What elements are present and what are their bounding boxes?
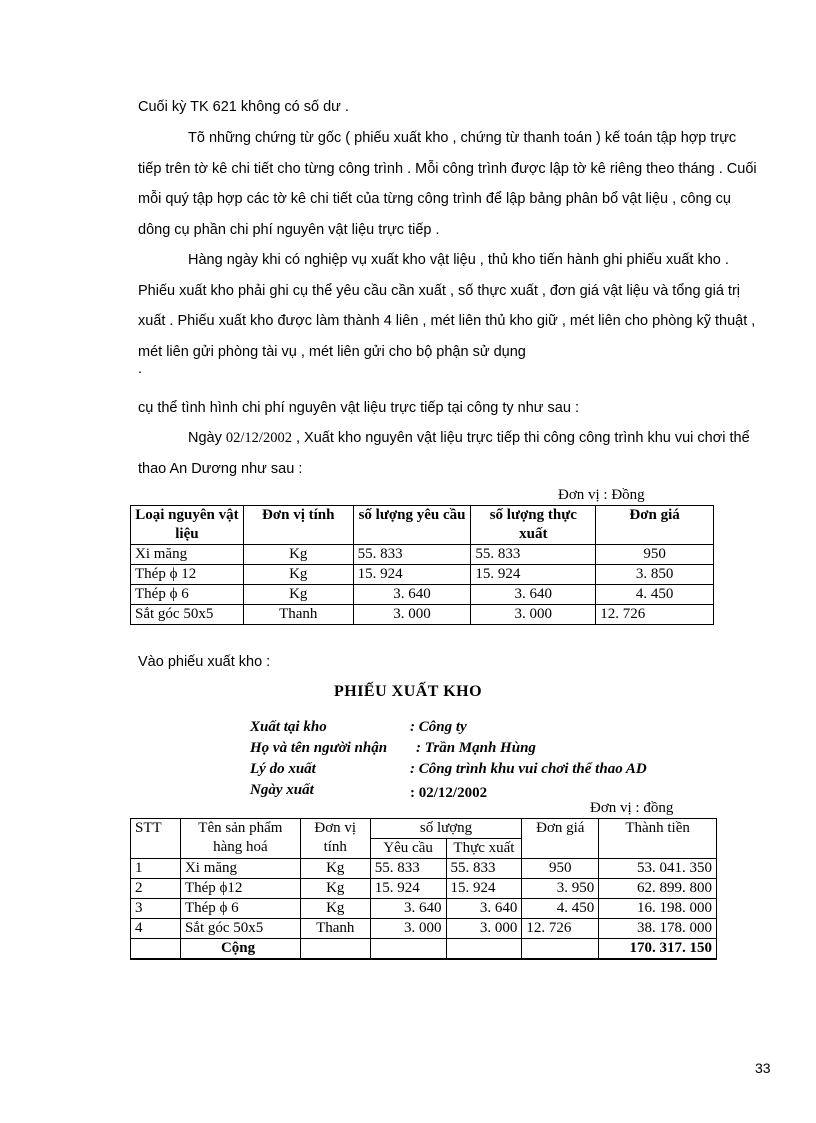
table-row <box>131 859 717 879</box>
page-number: 33 <box>755 1060 771 1076</box>
cell: 62. 899. 800 <box>599 879 717 899</box>
table-row <box>131 879 717 899</box>
cell: 4 <box>131 919 181 939</box>
cell <box>446 939 522 960</box>
cell: 3. 640 <box>446 899 522 919</box>
field-value: : Công ty <box>410 719 467 735</box>
field-value: : Trần Mạnh Hùng <box>416 740 536 756</box>
cell: 3. 000 <box>446 919 522 939</box>
cell: Thép ϕ 6 <box>180 899 300 919</box>
t2-header-stt: STT <box>131 819 181 859</box>
cell: 3. 000 <box>353 605 471 625</box>
material-table <box>130 505 714 625</box>
t2-header-price: Đơn giá <box>522 819 599 859</box>
paragraph-6: Vào phiếu xuất kho : <box>138 654 271 670</box>
table-row <box>131 585 714 605</box>
paragraph-5 <box>138 423 758 484</box>
cell: 12. 726 <box>596 605 714 625</box>
cell: 3 <box>131 899 181 919</box>
cell: Kg <box>300 899 370 919</box>
cell: 3. 000 <box>471 605 596 625</box>
t1-header-material: Loại nguyên vật liệu <box>131 506 244 545</box>
total-row <box>131 939 717 960</box>
field-label: Họ và tên người nhận <box>250 740 388 756</box>
cell: Kg <box>300 859 370 879</box>
paragraph-4: cụ thể tình hình chi phí nguyên vật liệu trực tiếp tại công ty như sau : <box>138 400 579 416</box>
table-row <box>131 605 714 625</box>
paragraph-3: Hàng ngày khi có nghiệp vụ xuất kho vật liệu , thủ kho tiến hành ghi phiếu xuất kho . Phiếu xuất kho phải ghi cụ thể yêu cầu cần xuất , số thực xuất , đơn giá vật liệu và tổng giá trị xuất . Phiếu xuất kho được làm thành 4 liên , mét liên thủ kho giữ , mét liên cho phòng kỹ thuật , mét liên gửi phòng tài vụ , mét liên gửi cho bộ phận sử dụng <box>138 252 756 360</box>
cell: 3. 850 <box>596 565 714 585</box>
cell: 55. 833 <box>471 545 596 565</box>
field-label: Lý do xuất <box>250 761 316 777</box>
field-label: Xuất tại kho <box>250 719 327 735</box>
cell: Sắt góc 50x5 <box>180 919 300 939</box>
table-row <box>131 565 714 585</box>
cell: 4. 450 <box>522 899 599 919</box>
cell: Kg <box>243 565 353 585</box>
cell <box>300 939 370 960</box>
cell: 950 <box>596 545 714 565</box>
cell: 2 <box>131 879 181 899</box>
cell: 53. 041. 350 <box>599 859 717 879</box>
field-value: : Công trình khu vui chơi thể thao AD <box>410 761 647 777</box>
cell: 950 <box>522 859 599 879</box>
t2-header-name: Tên sản phẩm hàng hoá <box>180 819 300 859</box>
total-value: 170. 317. 150 <box>599 939 717 960</box>
t2-header-qty-act: Thực xuất <box>446 839 522 859</box>
cell: 1 <box>131 859 181 879</box>
cell: 15. 924 <box>370 879 446 899</box>
cell: Thép ϕ 6 <box>131 585 244 605</box>
t2-header-total: Thành tiền <box>599 819 717 859</box>
cell <box>131 939 181 960</box>
paragraph-2: Tõ những chứng từ gốc ( phiếu xuất kho , chứng từ thanh toán ) kế toán tập hợp trực tiếp trên tờ kê chi tiết cho từng công trình . Mỗi công trình được lập tờ kê riêng theo tháng . Cuối mỗi quý tập hợp các tờ kê chi tiết của từng công trình để lập bảng phân bổ vật liệu , công cụ dông cụ phần chi phí nguyên vật liệu trực tiếp . <box>138 130 757 238</box>
table-row <box>131 545 714 565</box>
paragraph-5-rest: , Xuất kho nguyên vật liệu trực tiếp thi công công trình khu vui chơi thể thao An Dương như sau : <box>138 430 750 477</box>
cell: Thép ϕ 12 <box>131 565 244 585</box>
cell: 16. 198. 000 <box>599 899 717 919</box>
cell: 55. 833 <box>446 859 522 879</box>
cell: Kg <box>243 545 353 565</box>
cell: 3. 000 <box>370 919 446 939</box>
cell: Xi măng <box>180 859 300 879</box>
table-row <box>131 919 717 939</box>
field-label: Ngày xuất <box>250 782 314 798</box>
cell: 12. 726 <box>522 919 599 939</box>
t2-header-qty: số lượng <box>370 819 522 839</box>
cell: 4. 450 <box>596 585 714 605</box>
table-row <box>131 899 717 919</box>
voucher-table <box>130 818 717 960</box>
cell: 38. 178. 000 <box>599 919 717 939</box>
cell: Thanh <box>300 919 370 939</box>
t1-header-qty-act: số lượng thực xuất <box>471 506 596 545</box>
cell: Xi măng <box>131 545 244 565</box>
t1-header-price: Đơn giá <box>596 506 714 545</box>
t1-header-unit: Đơn vị tính <box>243 506 353 545</box>
paragraph-5-date: 02/12/2002 <box>225 430 292 446</box>
t2-header-qty-req: Yêu cầu <box>370 839 446 859</box>
table2-unit: Đơn vị : đồng <box>590 800 674 816</box>
cell: 55. 833 <box>370 859 446 879</box>
cell <box>522 939 599 960</box>
field-value: : 02/12/2002 <box>410 785 488 801</box>
paragraph-5-prefix: Ngày <box>188 430 222 446</box>
cell: 15. 924 <box>471 565 596 585</box>
cell: 55. 833 <box>353 545 471 565</box>
total-label: Cộng <box>180 939 300 960</box>
cell: 3. 640 <box>471 585 596 605</box>
cell: 15. 924 <box>353 565 471 585</box>
cell: 3. 640 <box>353 585 471 605</box>
cell: 15. 924 <box>446 879 522 899</box>
table1-unit: Đơn vị : Đồng <box>558 487 645 503</box>
cell: Kg <box>300 879 370 899</box>
cell: Thanh <box>243 605 353 625</box>
cell <box>370 939 446 960</box>
paragraph-1: Cuối kỳ TK 621 không có số dư . <box>138 99 349 115</box>
paragraph-3-dot: . <box>138 361 143 377</box>
cell: Thép ϕ12 <box>180 879 300 899</box>
t1-header-qty-req: số lượng yêu cầu <box>353 506 471 545</box>
cell: Sắt góc 50x5 <box>131 605 244 625</box>
cell: 3. 640 <box>370 899 446 919</box>
cell: 3. 950 <box>522 879 599 899</box>
cell: Kg <box>243 585 353 605</box>
t2-header-unit: Đơn vị tính <box>300 819 370 859</box>
voucher-title: PHIẾU XUẤT KHO <box>333 683 483 700</box>
